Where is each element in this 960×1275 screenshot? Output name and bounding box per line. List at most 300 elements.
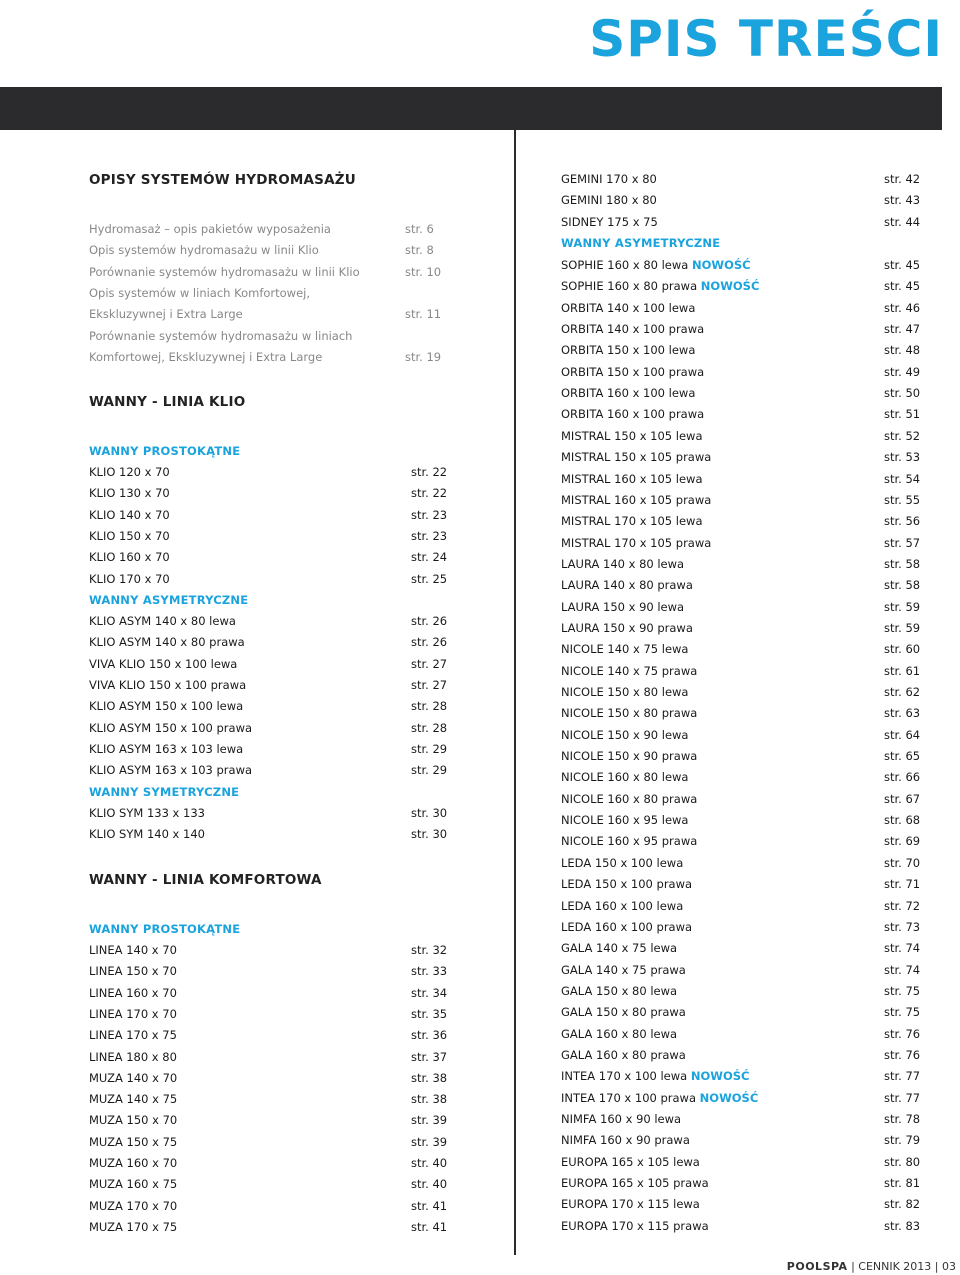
entry-page: str. 41 [411,1219,448,1234]
toc-entry [561,917,919,938]
entry-title [89,326,352,347]
entry-page: str. 24 [411,550,448,565]
entry-title-text: KLIO 170 x 70 [89,571,170,586]
footer-text: | CENNIK 2013 | 03 [851,1260,956,1273]
entry-title [561,533,711,554]
entry-page: str. 36 [411,1028,448,1043]
toc-entry [89,983,449,1004]
toc-entry [561,362,919,383]
entry-page: str. 57 [884,535,921,550]
entry-page: str. 22 [411,465,448,479]
entry-title [561,1045,686,1066]
entry-page: str. 74 [884,962,921,977]
entry-title [561,426,703,447]
entry-title [561,767,688,788]
entry-title-text: KLIO 120 x 70 [89,465,170,479]
entry-title [89,1089,177,1110]
entry-title-text: KLIO ASYM 150 x 100 lewa [89,699,244,714]
entry-title [89,526,170,547]
entry-title-text: MISTRAL 170 x 105 lewa [561,514,703,529]
entry-page: str. 80 [884,1154,921,1169]
toc-entry [89,1089,449,1110]
entry-title-text: GEMINI 170 x 80 [561,172,657,186]
toc-entry [561,1216,919,1237]
entry-title-text: NICOLE 160 x 80 prawa [561,791,698,806]
entry-page: str. 51 [884,407,921,422]
entry-title-text: MUZA 150 x 75 [89,1134,178,1149]
entry-page: str. 39 [411,1113,448,1128]
entry-page: str. 76 [884,1026,921,1041]
toc-entry [89,632,449,653]
entry-page: str. 71 [884,877,921,892]
entry-title [89,654,237,675]
entry-page: str. 44 [884,214,921,229]
toc-entry [89,262,449,283]
entry-page: str. 38 [411,1092,448,1107]
entry-page: str. 55 [884,492,921,507]
entry-title-text: SOPHIE 160 x 80 lewa [561,258,689,272]
entry-title [89,961,177,982]
toc-entry [561,1066,919,1087]
entry-page: str. 26 [411,614,448,628]
entry-title-text: LINEA 160 x 70 [89,985,177,1000]
entry-page: str. 76 [884,1047,921,1062]
entry-title [561,1066,749,1087]
toc-entry [89,961,449,982]
entry-title [561,853,683,874]
entry-title [89,983,177,1004]
entry-title [561,810,688,831]
entry-page: str. 45 [884,279,921,294]
toc-entry [561,1045,919,1066]
entry-title-text: LINEA 170 x 70 [89,1006,177,1021]
entry-page: str. 23 [411,528,448,543]
page-title: SPIS TREŚCI [589,10,943,68]
entry-title [89,760,252,781]
entry-title-text: KLIO 140 x 70 [89,507,170,522]
entry-title [561,447,711,468]
entry-title-text: NICOLE 160 x 95 lewa [561,813,689,828]
entry-title [561,618,693,639]
entry-page: str. 40 [411,1156,448,1170]
entry-page: str. 83 [884,1218,921,1233]
entry-page: str. 59 [884,599,921,614]
entry-title [561,190,657,211]
entry-title-text: NICOLE 160 x 95 prawa [561,834,698,849]
entry-title [89,483,170,504]
entry-title [561,298,695,319]
toc-entry [561,1152,919,1173]
entry-title [561,831,697,852]
entry-title [561,661,697,682]
entry-title [89,569,170,590]
entry-title [89,940,177,961]
entry-page: str. 29 [411,763,448,778]
toc-entry [561,340,919,361]
entry-page: str. 27 [411,656,448,671]
entry-title [89,1068,177,1089]
toc-entry [561,469,919,490]
entry-page: str. 60 [884,642,921,657]
toc-entry [561,490,919,511]
subsection-heading: WANNY ASYMETRYCZNE [89,593,249,607]
entry-title-text: MUZA 140 x 75 [89,1092,178,1107]
entry-title-text: Komfortowej, Ekskluzywnej i Extra Large [89,349,323,364]
entry-page: str. 37 [411,1049,448,1064]
entry-title-text: KLIO 150 x 70 [89,528,170,543]
toc-entry [561,426,919,447]
entry-title-text: GEMINI 180 x 80 [561,193,657,208]
entry-title-text: GALA 160 x 80 prawa [561,1047,686,1062]
entry-title-text: MUZA 150 x 70 [89,1113,178,1128]
entry-page: str. 68 [884,813,921,828]
entry-title-text: LINEA 180 x 80 [89,1049,177,1064]
entry-title [561,319,704,340]
entry-title-text: NICOLE 140 x 75 lewa [561,642,689,657]
entry-title [89,1217,177,1238]
new-badge: NOWOŚĆ [690,1069,750,1084]
entry-title [561,789,697,810]
entry-page: str. 22 [411,486,448,501]
entry-page: str. 81 [884,1176,921,1191]
section-heading: WANNY - LINIA KLIO [89,394,246,410]
entry-title-text: LEDA 150 x 100 lewa [561,855,684,870]
entry-page: str. 78 [884,1112,921,1126]
toc-entry [89,803,449,824]
entry-page: str. 43 [884,193,921,208]
entry-title [561,554,684,575]
entry-title [561,960,686,981]
entry-title-text: MUZA 170 x 70 [89,1198,178,1213]
entry-page: str. 79 [884,1133,921,1148]
entry-page: str. 41 [411,1198,448,1213]
entry-page: str. 77 [884,1069,921,1084]
entry-title-text: NICOLE 150 x 90 prawa [561,749,698,764]
header-bar [0,87,942,130]
entry-page: str. 52 [884,428,921,443]
toc-entry [89,1132,449,1153]
toc-entry [561,1173,919,1194]
entry-title [89,1025,177,1046]
toc-entry [561,404,919,425]
entry-title-text: LAURA 150 x 90 lewa [561,599,685,614]
entry-title-text: NICOLE 140 x 75 prawa [561,663,698,678]
toc-entry [89,1217,449,1238]
entry-title [89,696,243,717]
toc-entry [561,1194,919,1215]
entry-title [561,575,693,596]
toc-entry [561,725,919,746]
entry-title [561,639,688,660]
toc-entry [89,1025,449,1046]
entry-page: str. 59 [884,620,921,635]
entry-title [89,1132,177,1153]
entry-page: str. 63 [884,706,921,721]
new-badge: NOWOŚĆ [700,279,760,294]
entry-title-text: LAURA 150 x 90 prawa [561,620,693,635]
entry-title-text: ORBITA 150 x 100 prawa [561,364,705,379]
entry-title-text: Porównanie systemów hydromasażu w liniach [89,328,353,343]
toc-entry [89,283,449,304]
entry-title [561,469,703,490]
entry-title-text: Opis systemów w liniach Komfortowej, [89,285,311,300]
toc-entry [89,240,449,261]
entry-title-text: KLIO ASYM 150 x 100 prawa [89,720,253,735]
toc-entry [561,597,919,618]
entry-title [89,219,331,240]
entry-title [89,1174,177,1195]
entry-title-text: NICOLE 150 x 90 lewa [561,727,689,742]
entry-title-text: MISTRAL 150 x 105 lewa [561,428,703,443]
toc-entry [561,319,919,340]
entry-title [89,675,246,696]
entry-title [89,283,310,304]
entry-title [89,1196,177,1217]
entry-title [561,1088,758,1109]
toc-entry [89,1110,449,1131]
entry-title-text: ORBITA 140 x 100 lewa [561,300,696,315]
toc-entry [561,831,919,852]
toc-entry [89,718,449,739]
entry-title [89,739,243,760]
entry-title-text: EUROPA 170 x 115 prawa [561,1218,709,1233]
subsection-heading: WANNY SYMETRYCZNE [89,785,240,799]
entry-page: str. 54 [884,471,921,486]
entry-page: str. 42 [884,172,921,186]
entry-title [561,917,692,938]
toc-entry [561,554,919,575]
entry-page: str. 29 [411,741,448,756]
toc-entry [561,703,919,724]
entry-title [89,1153,177,1174]
toc-entry [561,1024,919,1045]
toc-entry [561,661,919,682]
entry-page: str. 30 [411,827,448,842]
toc-entry [561,938,919,959]
entry-page: str. 70 [884,855,921,870]
entry-page: str. 48 [884,343,921,358]
toc-entry [561,767,919,788]
entry-title-text: LINEA 170 x 75 [89,1028,177,1043]
entry-title-text: KLIO 130 x 70 [89,486,170,501]
toc-entry [561,639,919,660]
entry-title-text: GALA 140 x 75 lewa [561,941,678,956]
entry-title [561,1130,690,1151]
toc-entry [561,447,919,468]
entry-title [561,981,677,1002]
entry-title [561,597,684,618]
section-heading: WANNY - LINIA KOMFORTOWA [89,872,322,888]
toc-entry [89,304,449,325]
entry-page: str. 53 [884,450,921,465]
entry-title-text: SIDNEY 175 x 75 [561,214,658,229]
toc-entry [561,618,919,639]
toc-entry [561,575,919,596]
entry-title-text: MISTRAL 160 x 105 prawa [561,492,712,507]
entry-title [561,896,683,917]
toc-entry [561,960,919,981]
entry-title-text: MISTRAL 160 x 105 lewa [561,471,703,486]
entry-title [561,1216,709,1237]
entry-title-text: VIVA KLIO 150 x 100 lewa [89,656,238,671]
entry-title [561,404,704,425]
entry-title-text: Opis systemów hydromasażu w linii Klio [89,243,319,258]
entry-title-text: KLIO ASYM 163 x 103 lewa [89,741,244,756]
entry-title-text: GALA 150 x 80 prawa [561,1005,686,1020]
entry-page: str. 11 [405,307,442,322]
toc-entry [561,298,919,319]
toc-entry [89,219,449,240]
entry-title-text: ORBITA 140 x 100 prawa [561,322,705,337]
entry-title-text: EUROPA 165 x 105 prawa [561,1176,709,1191]
toc-entry [561,746,919,767]
toc-entry [89,1004,449,1025]
toc-entry [89,654,449,675]
entry-title [89,1047,177,1068]
entry-page: str. 58 [884,556,921,571]
entry-title-text: LEDA 160 x 100 lewa [561,898,684,913]
entry-title [561,1173,709,1194]
entry-title-text: NICOLE 150 x 80 prawa [561,706,698,721]
toc-entry [89,675,449,696]
footer-brand: POOLSPA [786,1260,848,1273]
toc-entry [561,511,919,532]
entry-page: str. 58 [884,578,921,593]
entry-page: str. 65 [884,749,921,764]
entry-title-text: KLIO 160 x 70 [89,550,170,565]
toc-entry [89,1047,449,1068]
entry-title [561,212,658,233]
toc-entry [561,874,919,895]
entry-page: str. 40 [411,1177,448,1192]
entry-title [89,632,245,653]
subsection-heading: WANNY PROSTOKĄTNE [89,444,241,458]
entry-page: str. 26 [411,635,448,650]
entry-title [561,1194,700,1215]
entry-title-text: MUZA 160 x 70 [89,1156,178,1170]
entry-title-text: LEDA 150 x 100 prawa [561,877,693,892]
entry-title-text: MISTRAL 150 x 105 prawa [561,450,712,465]
entry-title [561,362,704,383]
entry-title [89,611,236,632]
entry-title-text: MUZA 160 x 75 [89,1177,178,1192]
toc-entry [561,212,919,233]
entry-title-text: KLIO ASYM 140 x 80 lewa [89,614,236,628]
entry-title-text: KLIO ASYM 163 x 103 prawa [89,763,253,778]
entry-page: str. 77 [884,1090,921,1105]
toc-entry [89,1196,449,1217]
toc-entry [89,940,449,961]
entry-page: str. 28 [411,699,448,714]
entry-page: str. 67 [884,791,921,806]
toc-entry [89,569,449,590]
entry-title-text: MUZA 140 x 70 [89,1070,178,1085]
entry-title [89,505,170,526]
entry-page: str. 25 [411,571,448,586]
entry-title-text: EUROPA 170 x 115 lewa [561,1197,700,1212]
entry-page: str. 56 [884,514,921,529]
entry-title-text: KLIO SYM 140 x 140 [89,827,205,842]
entry-title [561,276,759,297]
entry-title-text: ORBITA 160 x 100 prawa [561,407,705,422]
toc-entry [561,981,919,1002]
entry-title-text: Porównanie systemów hydromasażu w linii Klio [89,264,360,279]
entry-page: str. 30 [411,806,448,820]
entry-page: str. 64 [884,727,921,742]
toc-entry [561,789,919,810]
subsection-heading: WANNY PROSTOKĄTNE [89,922,241,936]
toc-entry [89,505,449,526]
entry-page: str. 27 [411,677,448,692]
entry-title [561,1152,700,1173]
entry-page: str. 82 [884,1197,921,1212]
entry-page: str. 45 [884,258,921,272]
entry-title-text: Hydromasaż – opis pakietów wyposażenia [89,222,331,236]
subsection-heading: WANNY ASYMETRYCZNE [561,236,721,250]
entry-title-text: MISTRAL 170 x 105 prawa [561,535,712,550]
toc-entry [89,824,449,845]
entry-title [89,824,205,845]
entry-page: str. 6 [405,222,434,236]
entry-title [561,490,711,511]
entry-title [561,383,695,404]
entry-title-text: ORBITA 150 x 100 lewa [561,343,696,358]
toc-entry [89,547,449,568]
new-badge: NOWOŚĆ [699,1090,759,1105]
entry-title-text: GALA 150 x 80 lewa [561,983,678,998]
entry-title-text: NIMFA 160 x 90 prawa [561,1133,690,1148]
toc-entry [89,483,449,504]
entry-title [89,462,170,483]
entry-page: str. 62 [884,685,921,699]
entry-title-text: LINEA 140 x 70 [89,943,177,957]
entry-title [89,262,360,283]
entry-page: str. 75 [884,983,921,998]
toc-entry [561,853,919,874]
entry-title-text: MUZA 170 x 75 [89,1219,178,1234]
entry-page: str. 66 [884,770,921,785]
entry-title-text: Ekskluzywnej i Extra Large [89,307,243,322]
entry-title-text: NICOLE 150 x 80 lewa [561,685,689,699]
entry-title [89,1110,177,1131]
entry-title [561,511,703,532]
toc-entry [89,1153,449,1174]
entry-title [561,725,688,746]
entry-page: str. 33 [411,964,448,979]
entry-title-text: KLIO SYM 133 x 133 [89,806,205,820]
entry-page: str. 28 [411,720,448,735]
entry-page: str. 72 [884,898,921,913]
entry-title [89,347,322,368]
entry-title-text: NIMFA 160 x 90 lewa [561,1112,682,1126]
toc-entry [561,276,919,297]
entry-title-text: INTEA 170 x 100 prawa [561,1090,697,1105]
entry-title-text: LAURA 140 x 80 lewa [561,556,685,571]
toc-entry [561,383,919,404]
entry-page: str. 19 [405,349,442,364]
entry-title [561,169,657,190]
entry-title [89,240,319,261]
toc-entry [89,526,449,547]
entry-page: str. 50 [884,386,921,401]
entry-title [561,1024,677,1045]
entry-title-text: LAURA 140 x 80 prawa [561,578,693,593]
entry-title [561,1109,681,1130]
toc-entry [89,611,449,632]
entry-page: str. 49 [884,364,921,379]
entry-page: str. 47 [884,322,921,337]
entry-title [561,874,692,895]
